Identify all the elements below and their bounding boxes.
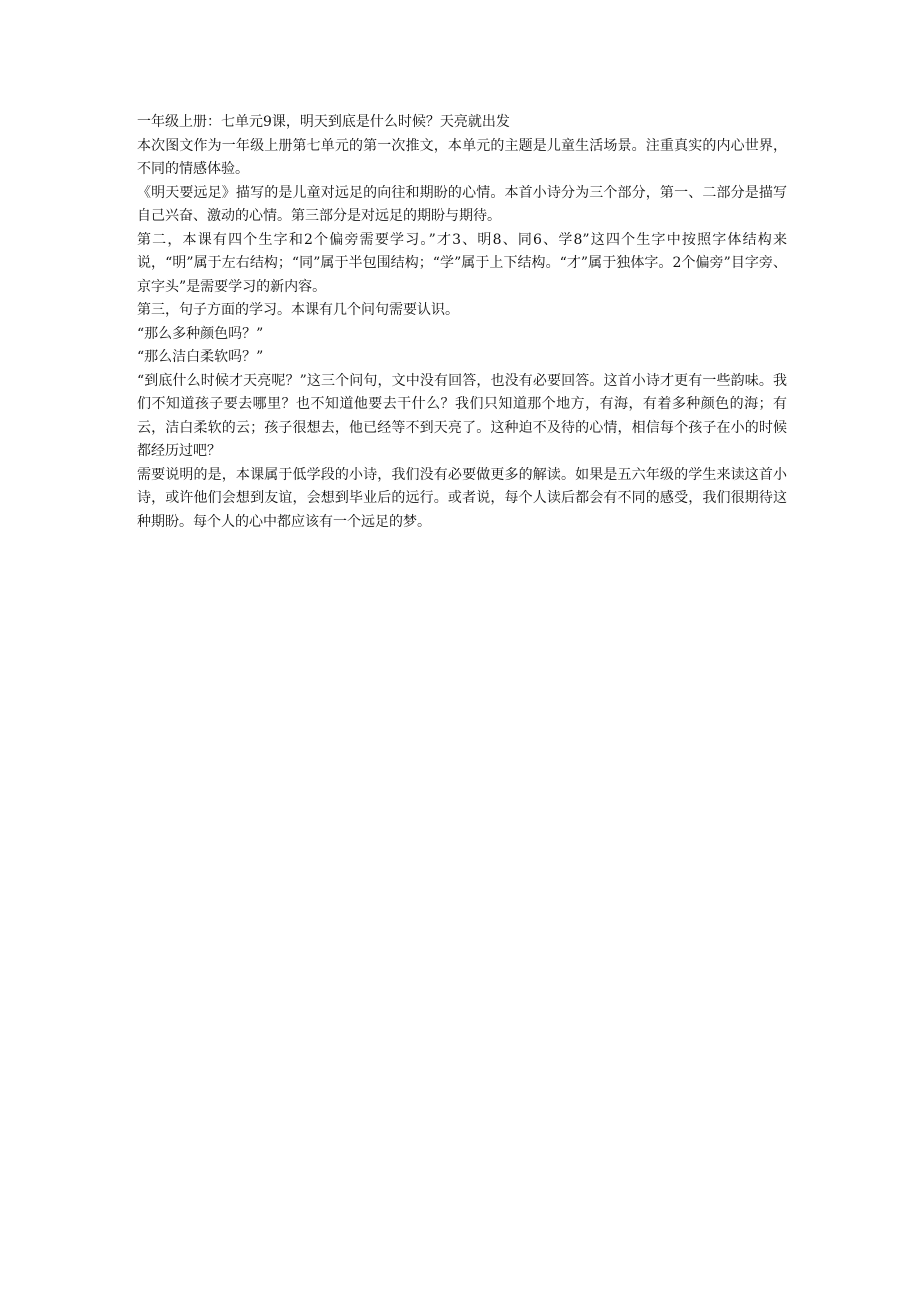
poem-description-paragraph: 《明天要远足》描写的是儿童对远足的向往和期盼的心情。本首小诗分为三个部分，第一、二部分是描写自己兴奋、激动的心情。第三部分是对远足的期盼与期待。: [137, 184, 787, 224]
document-body: [137, 111, 787, 534]
question-quote-2: “那么洁白柔软吗？”: [137, 349, 264, 365]
characters-paragraph: 第二，本课有四个生字和2个偏旁需要学习。”才3、明8、同6、学8”这四个生字中按照字体结构来说，“明”属于左右结构；“同”属于半包围结构；“学”属于上下结构。“才”属于独体字。2个偏旁”目字旁、京字头”是需要学习的新内容。: [137, 231, 787, 295]
sentences-paragraph: 第三，句子方面的学习。本课有几个问句需要认识。: [137, 302, 459, 318]
question-discussion-paragraph: “到底什么时候才天亮呢？”这三个问句，文中没有回答，也没有必要回答。这首小诗才更有一些韵味。我们不知道孩子要去哪里？也不知道他要去干什么？我们只知道那个地方，有海，有着多种颜色的海；有云，洁白柔软的云；孩子很想去，他已经等不到天亮了。这种迫不及待的心情，相信每个孩子在小的时候都经历过吧？: [137, 372, 787, 459]
intro-paragraph: 本次图文作为一年级上册第七单元的第一次推文，本单元的主题是儿童生活场景。注重真实的内心世界，不同的情感体验。: [137, 137, 787, 177]
question-quote-1: “那么多种颜色吗？”: [137, 325, 264, 342]
closing-paragraph: 需要说明的是，本课属于低学段的小诗，我们没有必要做更多的解读。如果是五六年级的学生来读这首小诗，或许他们会想到友谊，会想到毕业后的远行。或者说，每个人读后都会有不同的感受，我们很期待这种期盼。每个人的心中都应该有一个远足的梦。: [137, 466, 787, 530]
lesson-title: 一年级上册：七单元9课，明天到底是什么时候？天亮就出发: [137, 114, 510, 130]
